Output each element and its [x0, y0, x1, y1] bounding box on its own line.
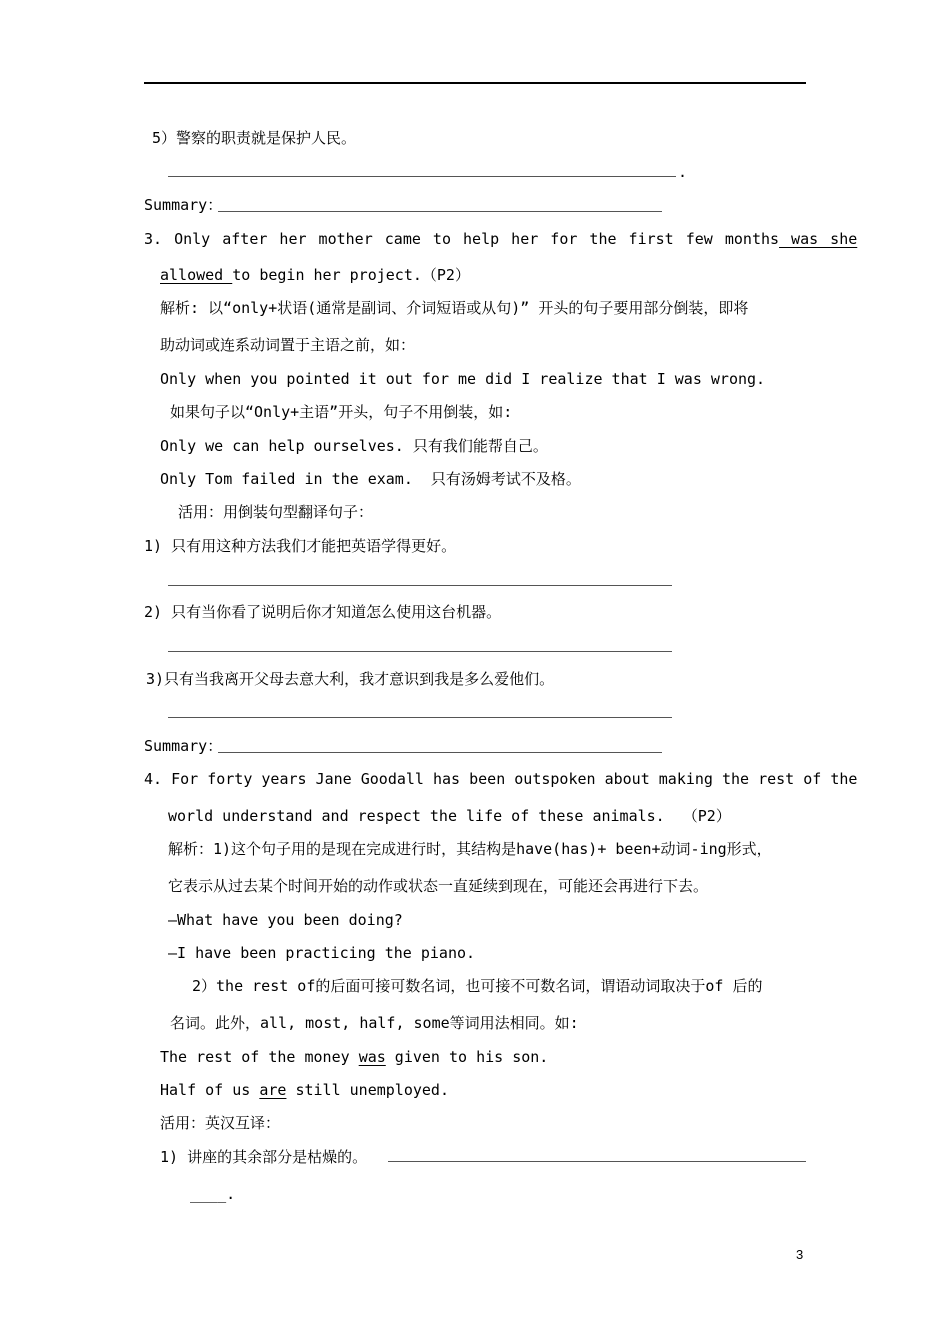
page-number: 3 [796, 1247, 804, 1262]
question-5: 5）警察的职责就是保护人民。 [152, 129, 357, 147]
practice-item-1: 1) 只有用这种方法我们才能把英语学得更好。 [144, 537, 457, 555]
answer-blank-end: . [678, 163, 688, 181]
summary-label: Summary： [144, 196, 223, 214]
section-4-heading: 4. For forty years Jane Goodall has been outspoken about making the rest of the [144, 770, 858, 788]
analysis-line-2: 助动词或连系动词置于主语之前，如： [160, 336, 416, 354]
note-line: 如果句子以“Only+主语”开头，句子不用倒装，如: [170, 403, 513, 421]
underlined-was: was [358, 1048, 386, 1066]
analysis-4-line-1: 解析：1)这个句子用的是现在完成进行时，其结构是have(has)+ been+动词-ing形式， [168, 840, 772, 858]
answer-blank-p2[interactable] [168, 651, 672, 652]
practice-item-2: 2) 只有当你看了说明后你才知道怎么使用这台机器。 [144, 603, 502, 621]
underlined-are: are [259, 1081, 287, 1099]
summary-blank[interactable] [218, 211, 662, 212]
header-rule [144, 82, 806, 84]
example-sentence-3: Only Tom failed in the exam. 只有汤姆考试不及格。 [160, 470, 581, 488]
analysis-4-line-4: 名词。此外，all, most, half, some等词用法相同。如: [170, 1014, 579, 1032]
section-3-text-2: to begin her project.（P2） [232, 266, 470, 284]
answer-blank-4-1[interactable] [388, 1161, 806, 1162]
answer-blank-p3[interactable] [168, 717, 672, 718]
example-sentence-1: Only when you pointed it out for me did I realize that I was wrong. [160, 370, 766, 388]
analysis-line-1: 解析: 以“only+状语(通常是副词、介词短语或从句)” 开头的句子要用部分倒装，即将 [160, 299, 749, 317]
answer-blank-5[interactable] [168, 176, 676, 177]
analysis-4-line-2: 它表示从过去某个时间开始的动作或状态一直延续到现在，可能还会再进行下去。 [168, 877, 709, 895]
answer-blank-4-1-end: ____. [190, 1185, 236, 1203]
analysis-4-line-3: 2）the rest of的后面可接可数名词，也可接不可数名词，谓语动词取决于of 后的 [192, 977, 763, 995]
example-4-2-text: Half of us [160, 1081, 260, 1099]
section-3-line-2 [160, 265, 470, 285]
section-3-heading [144, 229, 857, 249]
section-4-line-2: world understand and respect the life of these animals. （P2） [168, 807, 731, 825]
answer-blank-p1[interactable] [168, 585, 672, 586]
example-4-2-tail: still unemployed. [286, 1081, 449, 1099]
example-sentence-2: Only we can help ourselves. 只有我们能帮自己。 [160, 437, 548, 455]
example-4-1-text: The rest of the money [160, 1048, 359, 1066]
underlined-allowed: allowed [160, 266, 233, 284]
dialogue-line-1: —What have you been doing? [168, 911, 403, 929]
practice-heading-4: 活用：英汉互译： [160, 1114, 281, 1132]
section-3-text: 3. Only after her mother came to help her for the first few months [144, 230, 780, 248]
dialogue-line-2: —I have been practicing the piano. [168, 944, 476, 962]
summary-label-2: Summary： [144, 737, 223, 755]
practice-4-item-1: 1) 讲座的其余部分是枯燥的。 [160, 1148, 368, 1166]
underlined-was-she: was she [779, 230, 858, 248]
example-4-1-tail: given to his son. [385, 1048, 549, 1066]
practice-heading: 活用：用倒装句型翻译句子： [178, 503, 374, 521]
example-4-1 [160, 1047, 548, 1067]
summary-blank-2[interactable] [218, 752, 662, 753]
practice-item-3: 3)只有当我离开父母去意大利，我才意识到我是多么爱他们。 [146, 670, 555, 688]
example-4-2 [160, 1080, 449, 1100]
